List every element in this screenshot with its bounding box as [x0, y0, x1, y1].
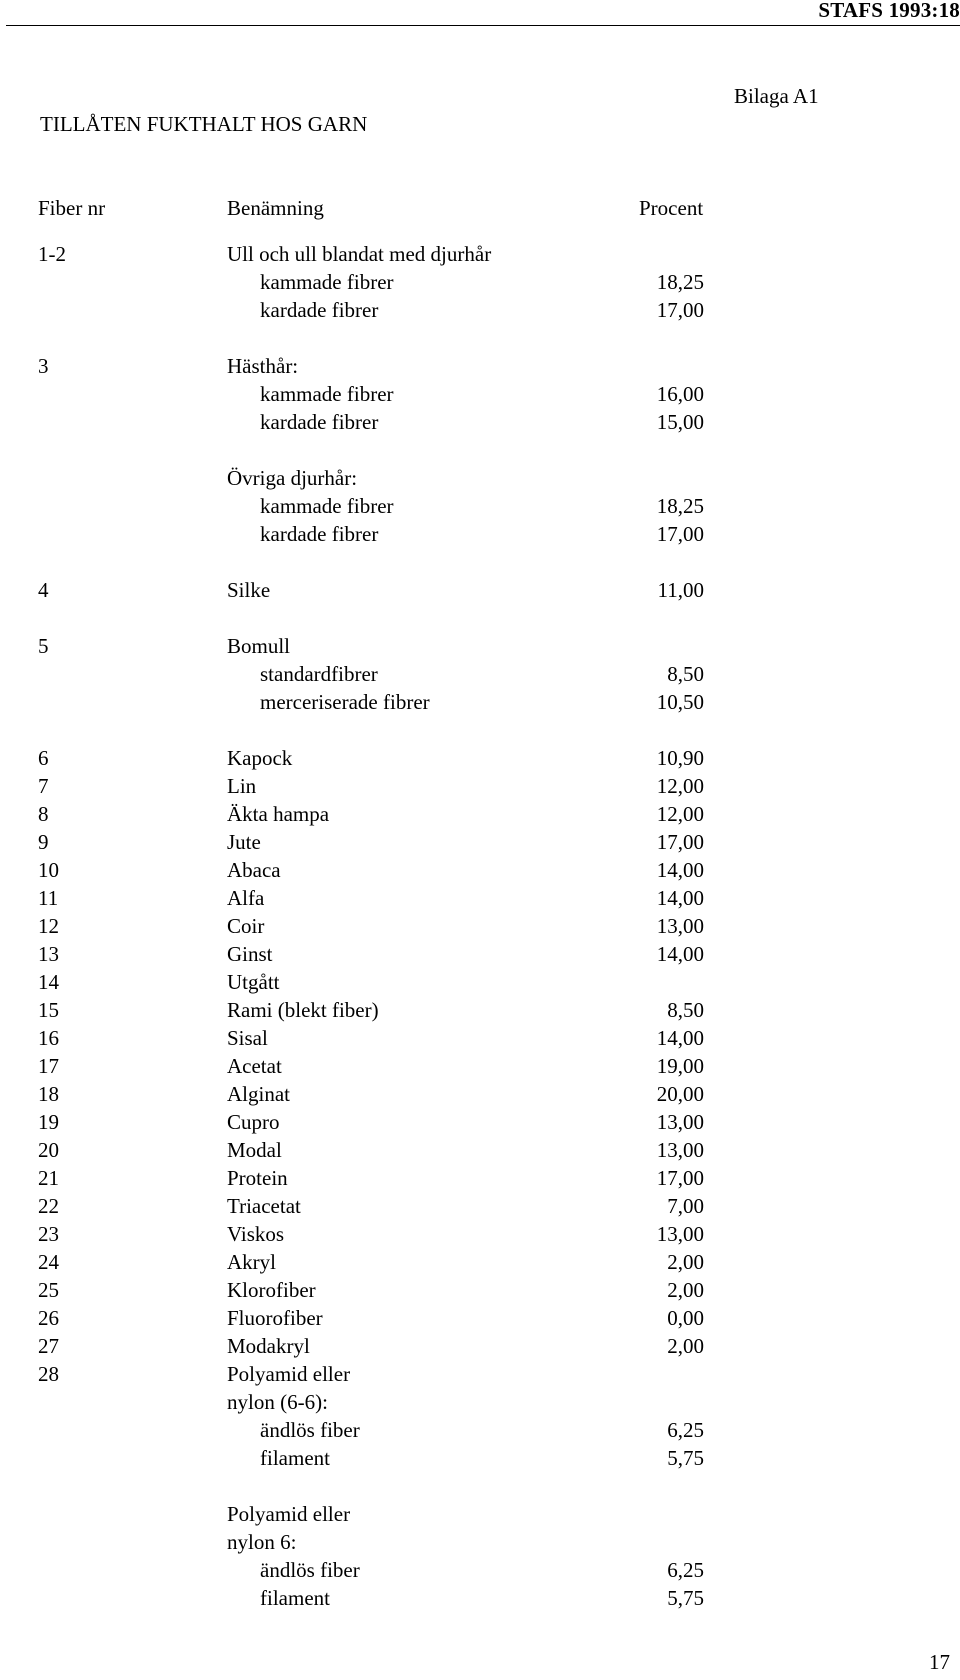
document-reference: STAFS 1993:18 — [818, 0, 960, 22]
fiber-number: 13 — [38, 942, 59, 966]
table-row — [0, 856, 960, 884]
table-row — [0, 1192, 960, 1220]
fiber-name: Akryl — [227, 1250, 276, 1274]
moisture-percent: 12,00 — [656, 802, 704, 826]
table-row — [0, 912, 960, 940]
moisture-percent: 18,25 — [656, 270, 704, 294]
fiber-name: filament — [260, 1586, 330, 1610]
fiber-name: Ull och ull blandat med djurhår — [227, 242, 492, 266]
table-row — [0, 492, 960, 520]
fiber-name: ändlös fiber — [260, 1418, 360, 1442]
appendix-label: Bilaga A1 — [734, 84, 819, 108]
fiber-name: Coir — [227, 914, 265, 938]
fiber-number: 3 — [38, 354, 49, 378]
fiber-name: Hästhår: — [227, 354, 299, 378]
fiber-name: nylon 6: — [227, 1530, 297, 1554]
fiber-number: 25 — [38, 1278, 59, 1302]
moisture-percent: 17,00 — [656, 298, 704, 322]
moisture-percent: 11,00 — [657, 578, 704, 602]
table-row — [0, 1108, 960, 1136]
table-row — [0, 968, 960, 996]
fiber-name: Alfa — [227, 886, 265, 910]
fiber-number: 20 — [38, 1138, 59, 1162]
table-row — [0, 380, 960, 408]
fiber-number: 23 — [38, 1222, 59, 1246]
moisture-percent: 12,00 — [656, 774, 704, 798]
fiber-number: 17 — [38, 1054, 59, 1078]
moisture-percent: 13,00 — [656, 1110, 704, 1134]
fiber-name: Jute — [227, 830, 261, 854]
fiber-name: Alginat — [227, 1082, 290, 1106]
table-row — [0, 1080, 960, 1108]
table-row — [0, 296, 960, 324]
table-row — [0, 1164, 960, 1192]
moisture-percent: 10,50 — [656, 690, 704, 714]
fiber-name: Protein — [227, 1166, 288, 1190]
table-row — [0, 1556, 960, 1584]
fiber-number: 1-2 — [38, 242, 66, 266]
table-row — [0, 1388, 960, 1416]
fiber-number: 8 — [38, 802, 49, 826]
fiber-number: 4 — [38, 578, 49, 602]
table-row — [0, 828, 960, 856]
fiber-name: Modakryl — [227, 1334, 310, 1358]
moisture-percent: 13,00 — [656, 1222, 704, 1246]
moisture-percent: 13,00 — [656, 1138, 704, 1162]
moisture-percent: 2,00 — [667, 1334, 704, 1358]
fiber-name: kammade fibrer — [260, 270, 394, 294]
fiber-number: 27 — [38, 1334, 59, 1358]
table-row — [0, 1276, 960, 1304]
moisture-percent: 6,25 — [667, 1418, 704, 1442]
moisture-percent: 13,00 — [656, 914, 704, 938]
moisture-percent: 18,25 — [656, 494, 704, 518]
table-row — [0, 1136, 960, 1164]
fiber-number: 21 — [38, 1166, 59, 1190]
moisture-percent: 5,75 — [667, 1586, 704, 1610]
moisture-percent: 14,00 — [656, 1026, 704, 1050]
fiber-name: Modal — [227, 1138, 282, 1162]
moisture-percent: 20,00 — [656, 1082, 704, 1106]
table-row — [0, 268, 960, 296]
table-row — [0, 688, 960, 716]
fiber-name: kammade fibrer — [260, 382, 394, 406]
table-row — [0, 996, 960, 1024]
moisture-percent: 15,00 — [656, 410, 704, 434]
fiber-name: Rami (blekt fiber) — [227, 998, 379, 1022]
fiber-number: 24 — [38, 1250, 59, 1274]
fiber-name: Övriga djurhår: — [227, 466, 358, 490]
page-number: 17 — [929, 1650, 950, 1674]
header-rule — [6, 25, 960, 26]
fiber-number: 9 — [38, 830, 49, 854]
fiber-name: Äkta hampa — [227, 802, 330, 826]
table-row — [0, 352, 960, 380]
table-row — [0, 576, 960, 604]
moisture-percent: 19,00 — [656, 1054, 704, 1078]
fiber-number: 11 — [38, 886, 59, 910]
fiber-name: nylon (6-6): — [227, 1390, 328, 1414]
fiber-name: Lin — [227, 774, 257, 798]
fiber-number: 19 — [38, 1110, 59, 1134]
moisture-percent: 6,25 — [667, 1558, 704, 1582]
table-row — [0, 240, 960, 268]
moisture-percent: 17,00 — [656, 1166, 704, 1190]
fiber-name: ändlös fiber — [260, 1558, 360, 1582]
fiber-number: 5 — [38, 634, 49, 658]
table-row — [0, 1584, 960, 1612]
column-header-procent: Procent — [639, 196, 704, 220]
table-row — [0, 940, 960, 968]
moisture-percent: 16,00 — [656, 382, 704, 406]
fiber-number: 28 — [38, 1362, 59, 1386]
table-row — [0, 1052, 960, 1080]
fiber-number: 22 — [38, 1194, 59, 1218]
table-row — [0, 1304, 960, 1332]
table-row — [0, 1248, 960, 1276]
table-row — [0, 1444, 960, 1472]
fiber-name: kammade fibrer — [260, 494, 394, 518]
fiber-name: Polyamid eller — [227, 1362, 351, 1386]
fiber-name: Triacetat — [227, 1194, 301, 1218]
moisture-percent: 14,00 — [656, 886, 704, 910]
moisture-percent: 17,00 — [656, 522, 704, 546]
page-title: TILLÅTEN FUKTHALT HOS GARN — [40, 112, 368, 136]
fiber-number: 6 — [38, 746, 49, 770]
fiber-number: 26 — [38, 1306, 59, 1330]
fiber-number: 16 — [38, 1026, 59, 1050]
table-row — [0, 1528, 960, 1556]
fiber-name: Utgått — [227, 970, 280, 994]
fiber-name: kardade fibrer — [260, 410, 379, 434]
fiber-number: 7 — [38, 774, 49, 798]
fiber-name: Fluorofiber — [227, 1306, 323, 1330]
moisture-percent: 10,90 — [656, 746, 704, 770]
table-row — [0, 632, 960, 660]
column-header-benamning: Benämning — [227, 196, 324, 220]
table-row — [0, 1500, 960, 1528]
fiber-number: 14 — [38, 970, 59, 994]
fiber-name: Acetat — [227, 1054, 282, 1078]
moisture-percent: 0,00 — [667, 1306, 704, 1330]
fiber-name: Kapock — [227, 746, 293, 770]
moisture-percent: 14,00 — [656, 858, 704, 882]
table-row — [0, 1416, 960, 1444]
column-header-fiber-nr: Fiber nr — [38, 196, 106, 220]
fiber-name: Silke — [227, 578, 271, 602]
fiber-name: filament — [260, 1446, 330, 1470]
moisture-percent: 7,00 — [667, 1194, 704, 1218]
moisture-percent: 2,00 — [667, 1278, 704, 1302]
fiber-name: Klorofiber — [227, 1278, 316, 1302]
table-row — [0, 408, 960, 436]
fiber-name: Sisal — [227, 1026, 268, 1050]
table-row — [0, 1332, 960, 1360]
table-row — [0, 744, 960, 772]
table-row — [0, 660, 960, 688]
table-row — [0, 464, 960, 492]
moisture-percent: 8,50 — [667, 662, 704, 686]
fiber-number: 12 — [38, 914, 59, 938]
table-row — [0, 1220, 960, 1248]
table-row — [0, 1024, 960, 1052]
fiber-name: merceriserade fibrer — [260, 690, 430, 714]
fiber-name: Polyamid eller — [227, 1502, 351, 1526]
fiber-name: Viskos — [227, 1222, 285, 1246]
fiber-name: standardfibrer — [260, 662, 378, 686]
moisture-percent: 8,50 — [667, 998, 704, 1022]
table-row — [0, 520, 960, 548]
table-row — [0, 884, 960, 912]
table-row — [0, 1360, 960, 1388]
fiber-name: Ginst — [227, 942, 273, 966]
moisture-percent: 2,00 — [667, 1250, 704, 1274]
moisture-percent: 14,00 — [656, 942, 704, 966]
fiber-name: Cupro — [227, 1110, 280, 1134]
fiber-number: 15 — [38, 998, 59, 1022]
fiber-number: 10 — [38, 858, 59, 882]
moisture-percent: 5,75 — [667, 1446, 704, 1470]
table-row — [0, 800, 960, 828]
fiber-name: kardade fibrer — [260, 298, 379, 322]
table-row — [0, 772, 960, 800]
fiber-name: kardade fibrer — [260, 522, 379, 546]
fiber-name: Bomull — [227, 634, 291, 658]
fiber-name: Abaca — [227, 858, 281, 882]
fiber-number: 18 — [38, 1082, 59, 1106]
moisture-percent: 17,00 — [656, 830, 704, 854]
